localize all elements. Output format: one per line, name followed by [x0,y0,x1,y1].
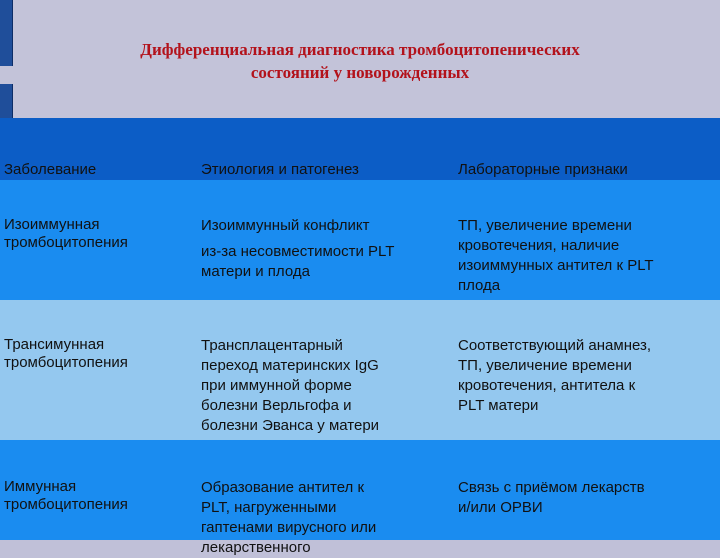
cell-disease: Трансимунная тромбоцитопения [4,336,128,371]
cell-lab: Соответствующий анамнез, ТП, увеличение времени кровотечения, антитела к PLT матери [458,337,652,414]
cell-etiology-line1: Изоиммунный конфликт [201,217,370,234]
cell-etiology: Образование антител к PLT, нагруженными гаптенами вирусного или лекарственного [201,479,377,556]
cell-disease: Изоиммунная тромбоцитопения [4,216,128,251]
cell-etiology-line2: из-за несовместимости PLT матери и плода [201,243,395,280]
slide-title: Дифференциальная диагностика тромбоцитопенических состояний у новорожденных [140,40,580,82]
diagnosis-table [0,118,720,556]
cell-lab: ТП, увеличение времени кровотечения, наличие изоиммунных антител к PLT плода [458,217,654,294]
header-lab: Лабораторные признаки [458,161,628,178]
table-row [0,300,720,440]
header-disease: Заболевание [4,161,97,178]
cell-etiology: Трансплацентарный переход материнских IgG при иммунной форме болезни Верльгофа и болезни Эванса у матери [201,337,380,434]
slide-header [0,0,720,118]
table-header-row [0,118,720,180]
left-accent-bar-top [0,0,13,66]
table-row [0,180,720,300]
header-etiology: Этиология и патогенез [201,161,359,178]
table-row [0,440,720,556]
left-accent-bar-bottom [0,84,13,118]
cell-lab: Связь с приёмом лекарств и/или ОРВИ [458,479,645,516]
cell-disease: Иммунная тромбоцитопения [4,478,128,513]
